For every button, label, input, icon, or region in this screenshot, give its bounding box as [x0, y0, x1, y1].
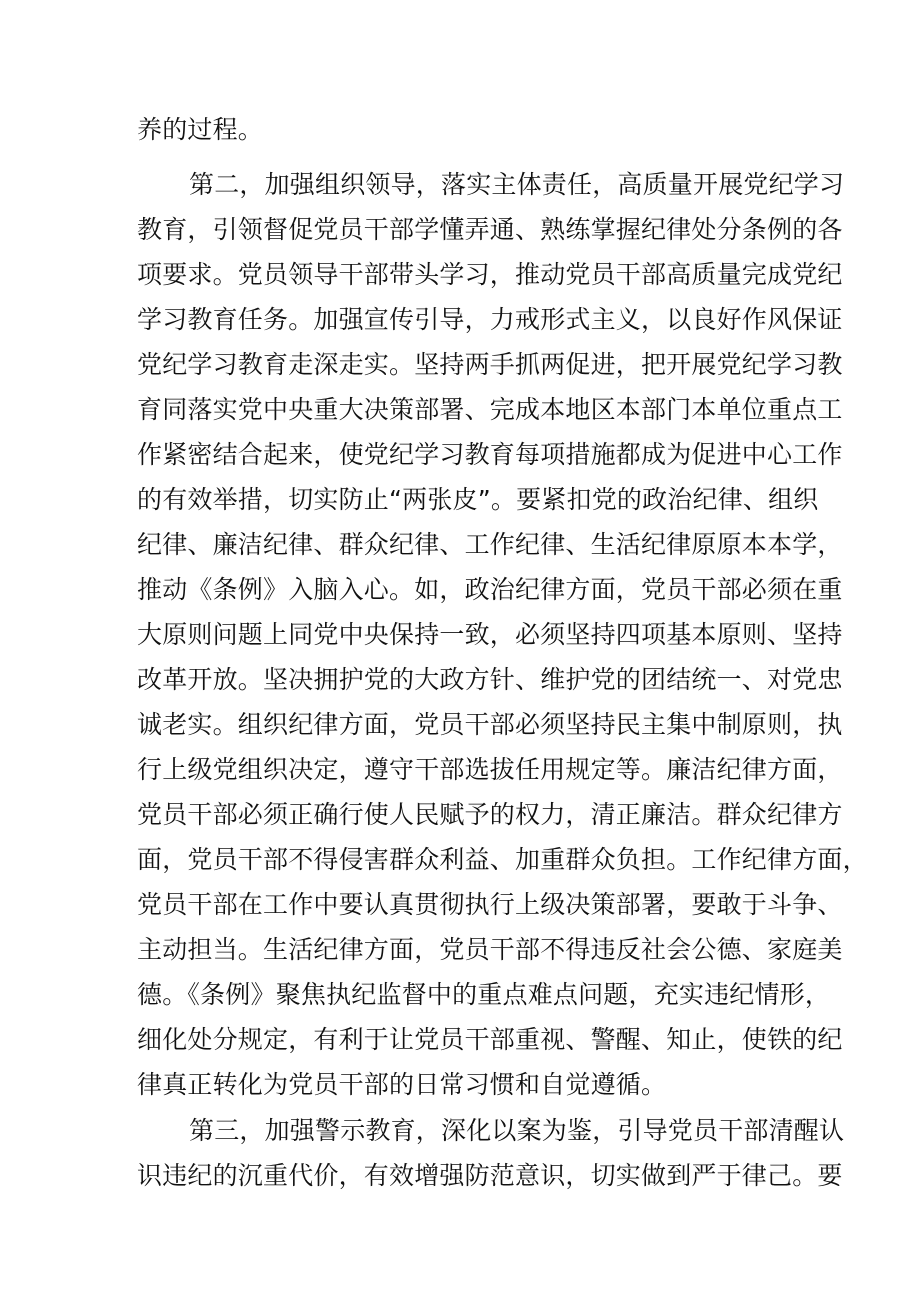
text-line: 识违纪的沉重代价，有效增强防范意识，切实做到严于律己。要 [137, 1161, 843, 1190]
text-line: 第三，加强警示教育，深化以案为鉴，引导党员干部清醒认 [189, 1116, 845, 1145]
text-line: 教育，引领督促党员干部学懂弄通、熟练掌握纪律处分条例的各 [137, 215, 843, 244]
text-line: 党纪学习教育走深走实。坚持两手抓两促进，把开展党纪学习教 [137, 350, 843, 379]
text-line: 学习教育任务。加强宣传引导，力戒形式主义，以良好作风保证 [137, 305, 843, 334]
text-line: 的有效举措，切实防止“两张皮”。要紧扣党的政治纪律、组织 [137, 485, 819, 514]
text-line: 第二，加强组织领导，落实主体责任，高质量开展党纪学习 [189, 170, 845, 199]
paragraph-second-point [137, 162, 868, 1107]
text-line: 德。《条例》聚焦执纪监督中的重点难点问题，充实违纪情形， [137, 980, 831, 1009]
text-line: 育同落实党中央重大决策部署、完成本地区本部门本单位重点工 [137, 395, 843, 424]
text-line: 细化处分规定，有利于让党员干部重视、警醒、知止，使铁的纪 [137, 1025, 843, 1054]
text-line: 律真正转化为党员干部的日常习惯和自觉遵循。 [137, 1070, 667, 1099]
text-line: 作紧密结合起来，使党纪学习教育每项措施都成为促进中心工作 [137, 440, 843, 469]
paragraph-third-point [137, 1108, 845, 1198]
text-line: 面，党员干部不得侵害群众利益、加重群众负担。工作纪律方面， [137, 845, 868, 874]
text-line: 改革开放。坚决拥护党的大政方针、维护党的团结统一、对党忠 [137, 665, 843, 694]
text-line: 养的过程。 [137, 115, 264, 144]
text-line: 诚老实。组织纪律方面，党员干部必须坚持民主集中制原则，执 [137, 710, 843, 739]
paragraph-continuation [137, 107, 787, 152]
text-line: 行上级党组织决定，遵守干部选拔任用规定等。廉洁纪律方面， [137, 755, 843, 784]
text-line: 推动《条例》入脑入心。如，政治纪律方面，党员干部必须在重 [137, 575, 843, 604]
text-line: 党员干部必须正确行使人民赋予的权力，清正廉洁。群众纪律方 [137, 800, 843, 829]
text-line: 纪律、廉洁纪律、群众纪律、工作纪律、生活纪律原原本本学， [137, 530, 843, 559]
text-line: 党员干部在工作中要认真贯彻执行上级决策部署，要敢于斗争、 [137, 890, 843, 919]
text-line: 主动担当。生活纪律方面，党员干部不得违反社会公德、家庭美 [137, 935, 843, 964]
text-line: 大原则问题上同党中央保持一致，必须坚持四项基本原则、坚持 [137, 620, 843, 649]
text-line: 项要求。党员领导干部带头学习，推动党员干部高质量完成党纪 [137, 260, 843, 289]
